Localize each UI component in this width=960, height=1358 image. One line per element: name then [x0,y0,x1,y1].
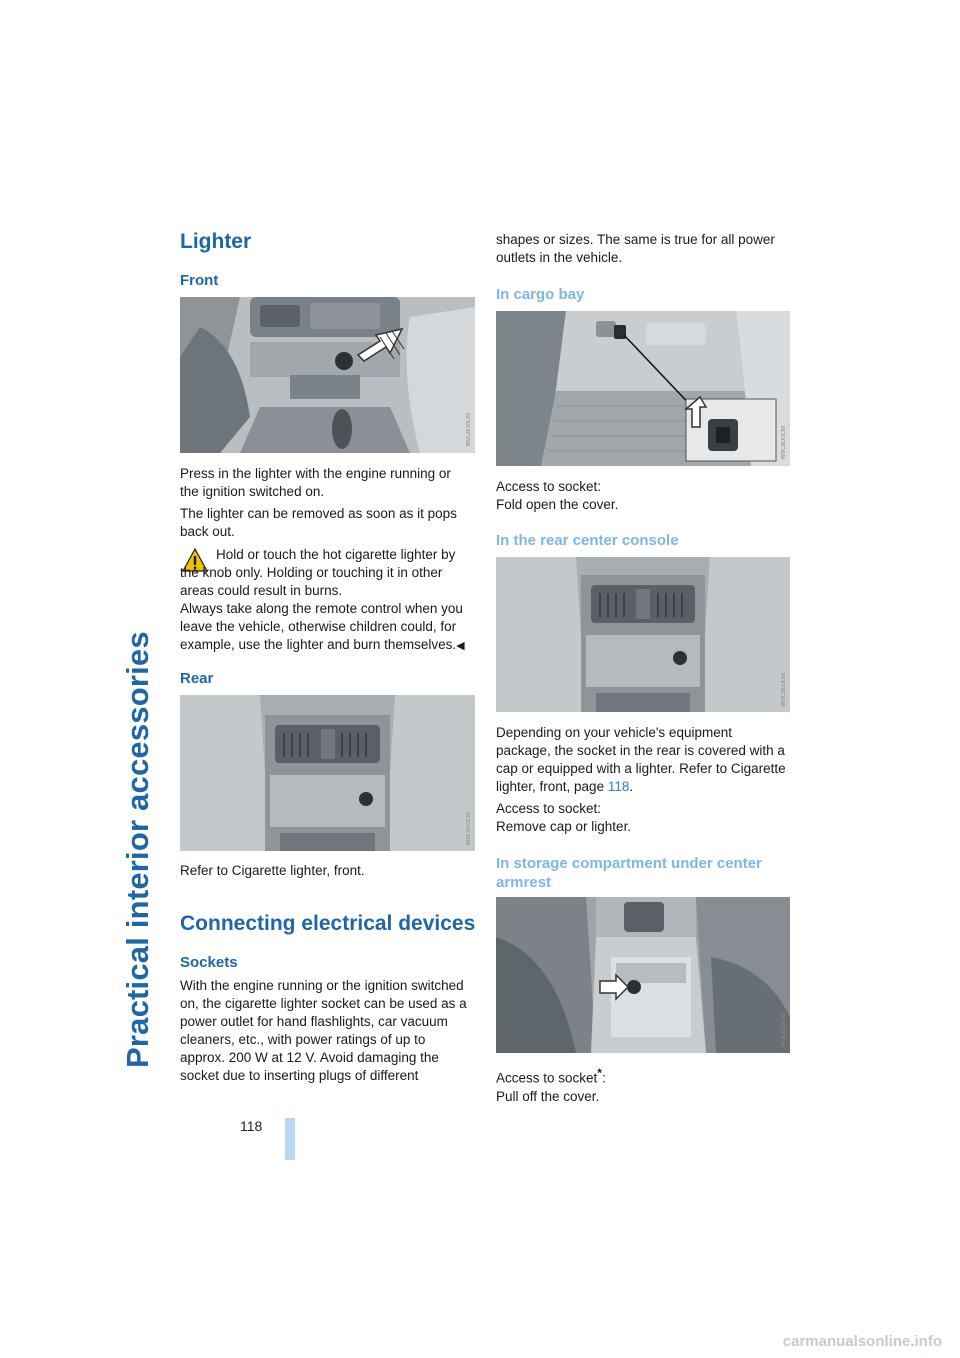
watermark [783,1333,942,1350]
text-line: Access to socket: [496,801,602,816]
paragraph [496,478,790,514]
text-run: . [629,779,634,794]
warning-text-continued [180,600,474,655]
subsection-title-rear: Rear [180,670,214,687]
text-line: Remove cap or lighter. [496,819,632,834]
figure-code: W9C8D0CM [466,413,472,447]
paragraph-continued: shapes or sizes. The same is true for all power outlets in the vehicle. [496,232,775,265]
end-mark: ◀ [456,640,465,652]
paragraph: Press in the lighter with the engine running or the ignition switched on. [180,466,451,499]
section-title-connecting: Connecting electrical devices [180,912,476,935]
text-line: Access to socket: [496,479,602,494]
text-line: Pull off the cover. [496,1088,600,1104]
warning-text-body: Always take along the remote control when you leave the vehicle, otherwise children could, for example, use the lighter and burn themselves. [180,601,463,652]
cargo-bay-socket-image [496,311,790,466]
figure-code: W9C8D0CM [781,426,787,460]
heading-line: In storage compartment under center [496,855,762,872]
text-run: Depending on your vehicle's equipment package, the socket in the rear is covered with a cap or equipped with a lighter. Refer to Cigarette lighter, front, page [496,725,786,794]
subsection-title-front: Front [180,272,219,289]
text-line: Fold open the cover. [496,497,619,512]
warning-text: Hold or touch the hot cigarette lighter by the knob only. Holding or touching it in other areas could result in burns. [180,547,456,598]
paragraph: The lighter can be removed as soon as it pops back out. [180,506,457,539]
watermark-suffix: info [914,1333,942,1350]
section-title-lighter: Lighter [180,230,252,253]
armrest-socket-image [496,897,790,1053]
subsection-title-sockets: Sockets [180,954,238,971]
page-tab-bar [285,1118,295,1160]
watermark-text: carmanualsonline [782,1333,911,1350]
text-run: Access to socket [496,1070,598,1086]
page-number: 118 [240,1118,263,1134]
rear-console-socket-image [496,557,790,712]
side-chapter-title: Practical interior accessories [120,631,155,1068]
paragraph: With the engine running or the ignition switched on, the cigarette lighter socket can be used as a power outlet for hand flashlights, car vacuum cleaners, etc., with power ratings of up to approx. 200 W at 12 V. Avoid damaging the socket due to inserting plugs of different [180,978,467,1083]
figure-code: W9C9E0CM [466,811,472,845]
paragraph [496,800,790,836]
page-reference-link[interactable]: 118 [607,779,630,794]
subsection-title-armrest [496,854,762,892]
subsection-title-cargo-bay: In cargo bay [496,286,585,303]
optional-equipment-star: * [597,1066,602,1080]
rear-lighter-image [180,695,475,851]
figure-code: W9C8C5CM [781,1013,787,1047]
paragraph: Refer to Cigarette lighter, front. [180,863,365,878]
subsection-title-rear-console: In the rear center console [496,532,679,549]
figure-code: W9C9E0CM [781,672,787,706]
paragraph [496,1064,790,1106]
heading-line: armrest [496,874,552,891]
paragraph [496,724,790,796]
watermark-dot: . [910,1333,915,1350]
text-run: : [601,1070,606,1086]
front-lighter-image [180,297,475,453]
